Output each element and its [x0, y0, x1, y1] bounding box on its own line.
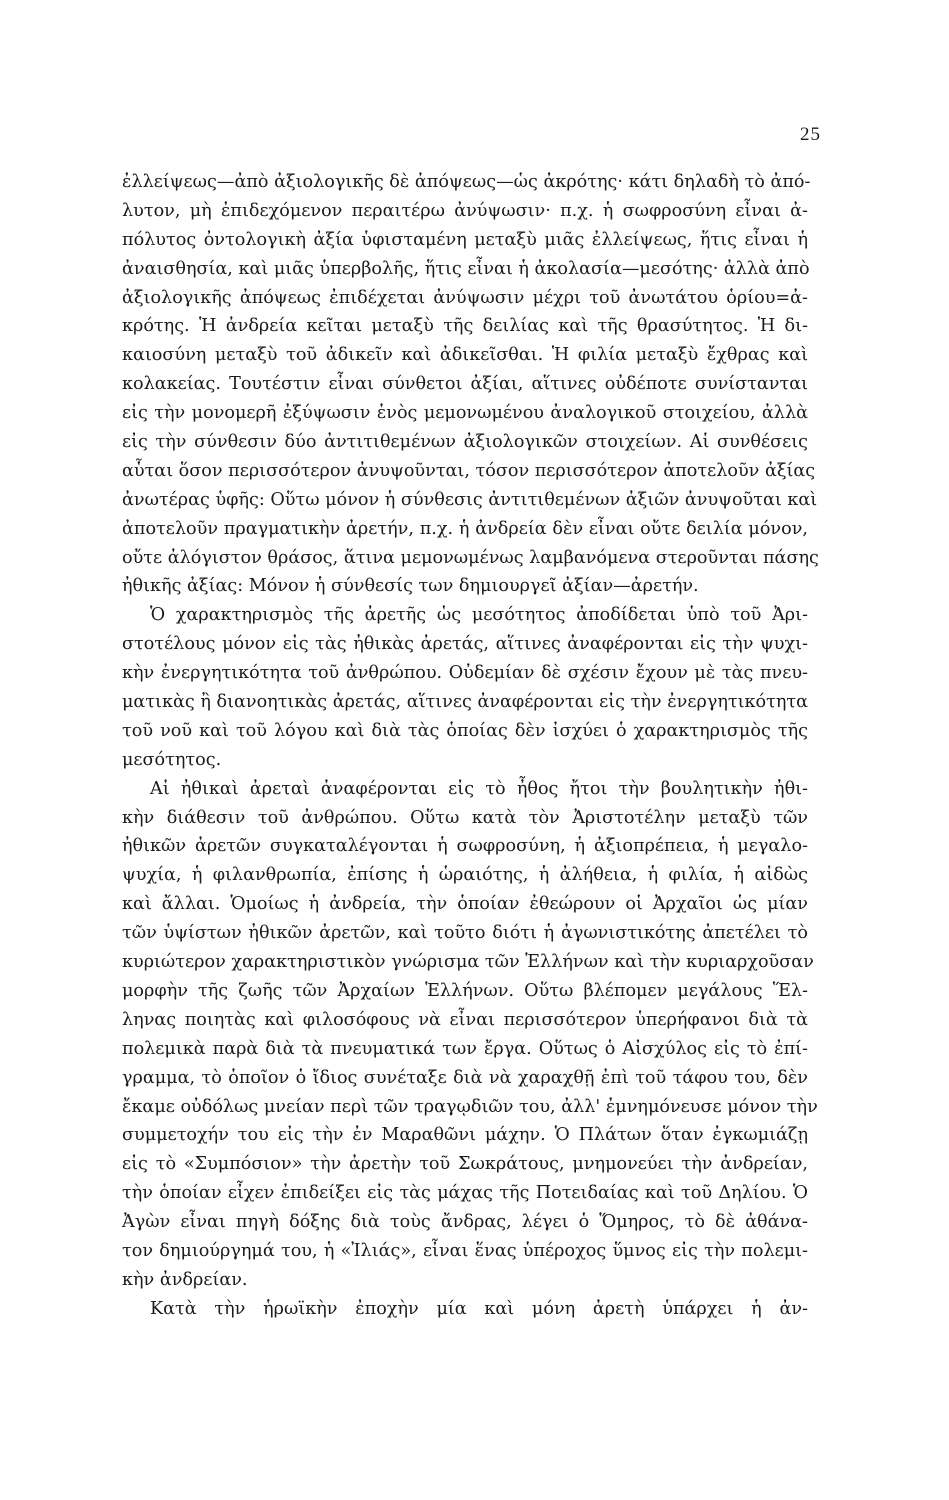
- page-number: 25: [800, 124, 821, 145]
- text-line: λυτον, μὴ ἐπιδεχόμενον περαιτέρω ἀνύψωσιν· π.χ. ἡ σωφροσύνη εἶναι ἀ-: [122, 200, 808, 221]
- text-line: ἀναισθησία, καὶ μιᾶς ὑπερβολῆς, ἥτις εἶναι ἡ ἀκολασία—μεσότης· ἀλλὰ ἀπὸ: [122, 258, 810, 279]
- text-line: ἀξιολογικῆς ἀπόψεως ἐπιδέχεται ἀνύψωσιν μέχρι τοῦ ἀνωτάτου ὁρίου=ἀ-: [122, 287, 808, 308]
- text-line: ἐλλείψεως—ἀπὸ ἀξιολογικῆς δὲ ἀπόψεως—ὡς ἀκρότης· κάτι δηλαδὴ τὸ ἀπό-: [122, 172, 811, 192]
- text-line: εἰς τὸ «Συμπόσιον» τὴν ἀρετὴν τοῦ Σωκράτους, μνημονεύει τὴν ἀνδρείαν,: [122, 1154, 808, 1175]
- text-line: ἠθικῶν ἀρετῶν συγκαταλέγονται ἡ σωφροσύνη, ἡ ἀξιοπρέπεια, ἡ μεγαλο-: [122, 836, 808, 857]
- text-line: κὴν ἀνδρείαν.: [122, 1269, 248, 1290]
- text-line: κὴν ἐνεργητικότητα τοῦ ἀνθρώπου. Οὐδεμίαν δὲ σχέσιν ἔχουν μὲ τὰς πνευ-: [122, 663, 808, 684]
- text-line: ληνας ποιητὰς καὶ φιλοσόφους νὰ εἶναι περισσότερον ὑπερήφανοι διὰ τὰ: [122, 1009, 808, 1030]
- text-line: τὴν ὁποίαν εἶχεν ἐπιδείξει εἰς τὰς μάχας τῆς Ποτειδαίας καὶ τοῦ Δηλίου. Ὁ: [122, 1183, 808, 1204]
- text-line: τῶν ὑψίστων ἠθικῶν ἀρετῶν, καὶ τοῦτο διότι ἡ ἀγωνιστικότης ἀπετέλει τὸ: [122, 923, 808, 944]
- text-line: κὴν διάθεσιν τοῦ ἀνθρώπου. Οὕτω κατὰ τὸν Ἀριστοτέλην μεταξὺ τῶν: [122, 807, 808, 828]
- text-line: μορφὴν τῆς ζωῆς τῶν Ἀρχαίων Ἑλλήνων. Οὕτω βλέπομεν μεγάλους Ἕλ-: [122, 980, 808, 1001]
- text-line: εἰς τὴν σύνθεσιν δύο ἀντιτιθεμένων ἀξιολογικῶν στοιχείων. Αἱ συνθέσεις: [122, 432, 808, 453]
- text-line: κρότης. Ἡ ἀνδρεία κεῖται μεταξὺ τῆς δειλίας καὶ τῆς θρασύτητος. Ἡ δι-: [122, 316, 808, 337]
- text-line: καὶ ἄλλαι. Ὁμοίως ἡ ἀνδρεία, τὴν ὁποίαν ἐθεώρουν οἱ Ἀρχαῖοι ὡς μίαν: [122, 894, 808, 915]
- text-line: Ἀγὼν εἶναι πηγὴ δόξης διὰ τοὺς ἄνδρας, λέγει ὁ Ὅμηρος, τὸ δὲ ἀθάνα-: [122, 1212, 808, 1233]
- text-line: ψυχία, ἡ φιλανθρωπία, ἐπίσης ἡ ὡραιότης, ἡ ἀλήθεια, ἡ φιλία, ἡ αἰδὼς: [122, 865, 808, 886]
- text-line: μεσότητος.: [122, 749, 222, 770]
- text-line: καιοσύνη μεταξὺ τοῦ ἀδικεῖν καὶ ἀδικεῖσθαι. Ἡ φιλία μεταξὺ ἔχθρας καὶ: [122, 345, 808, 366]
- text-line: συμμετοχήν του εἰς τὴν ἐν Μαραθῶνι μάχην. Ὁ Πλάτων ὅταν ἐγκωμιάζῃ: [122, 1125, 808, 1146]
- text-line: στοτέλους μόνον εἰς τὰς ἠθικὰς ἀρετάς, αἵτινες ἀναφέρονται εἰς τὴν ψυχι-: [122, 634, 808, 655]
- text-line: Αἱ ἠθικαὶ ἀρεταὶ ἀναφέρονται εἰς τὸ ἦθος ἤτοι τὴν βουλητικὴν ἠθι-: [150, 778, 808, 799]
- text-line: ἀποτελοῦν πραγματικὴν ἀρετήν, π.χ. ἡ ἀνδρεία δὲν εἶναι οὔτε δειλία μόνον,: [122, 518, 808, 539]
- text-line: ἠθικῆς ἀξίας: Μόνον ἡ σύνθεσίς των δημιουργεῖ ἀξίαν—ἀρετήν.: [122, 576, 699, 597]
- text-line: κολακείας. Τουτέστιν εἶναι σύνθετοι ἀξίαι, αἵτινες οὐδέποτε συνίστανται: [122, 374, 808, 395]
- text-line: γραμμα, τὸ ὁποῖον ὁ ἴδιος συνέταξε διὰ νὰ χαραχθῇ ἐπὶ τοῦ τάφου του, δὲν: [122, 1067, 808, 1088]
- text-line: ἀνωτέρας ὑφῆς: Οὕτω μόνον ἡ σύνθεσις ἀντιτιθεμένων ἀξιῶν ἀνυψοῦται καὶ: [122, 489, 818, 510]
- text-line: πολεμικὰ παρὰ διὰ τὰ πνευματικά των ἔργα. Οὕτως ὁ Αἰσχύλος εἰς τὸ ἐπί-: [122, 1038, 808, 1059]
- text-line: πόλυτος ὀντολογικὴ ἀξία ὑφισταμένη μεταξὺ μιᾶς ἐλλείψεως, ἥτις εἶναι ἡ: [122, 229, 808, 250]
- text-line: αὗται ὅσον περισσότερον ἀνυψοῦνται, τόσον περισσότερον ἀποτελοῦν ἀξίας: [122, 460, 816, 481]
- text-line: τον δημιούργημά του, ἡ «Ἰλιάς», εἶναι ἕνας ὑπέροχος ὕμνος εἰς τὴν πολεμι-: [122, 1240, 808, 1261]
- text-line: Κατὰ τὴν ἡρωϊκὴν ἐποχὴν μία καὶ μόνη ἀρετὴ ὑπάρχει ἡ ἀν-: [150, 1298, 808, 1319]
- text-line: Ὁ χαρακτηρισμὸς τῆς ἀρετῆς ὡς μεσότητος ἀποδίδεται ὑπὸ τοῦ Ἀρι-: [150, 605, 808, 626]
- text-line: οὔτε ἀλόγιστον θράσος, ἅτινα μεμονωμένως λαμβανόμενα στεροῦνται πάσης: [122, 547, 819, 568]
- text-line: κυριώτερον χαρακτηριστικὸν γνώρισμα τῶν Ἑλλήνων καὶ τὴν κυριαρχοῦσαν: [122, 952, 814, 973]
- body-text: [122, 168, 819, 1324]
- text-line: ματικὰς ἢ διανοητικὰς ἀρετάς, αἵτινες ἀναφέρονται εἰς τὴν ἐνεργητικότητα: [122, 692, 808, 713]
- text-line: ἔκαμε οὐδόλως μνείαν περὶ τῶν τραγῳδιῶν του, ἀλλ' ἐμνημόνευσε μόνον τὴν: [122, 1096, 818, 1117]
- text-line: τοῦ νοῦ καὶ τοῦ λόγου καὶ διὰ τὰς ὁποίας δὲν ἰσχύει ὁ χαρακτηρισμὸς τῆς: [122, 720, 808, 741]
- text-line: εἰς τὴν μονομερῆ ἐξύψωσιν ἑνὸς μεμονωμένου ἀναλογικοῦ στοιχείου, ἀλλὰ: [122, 403, 808, 424]
